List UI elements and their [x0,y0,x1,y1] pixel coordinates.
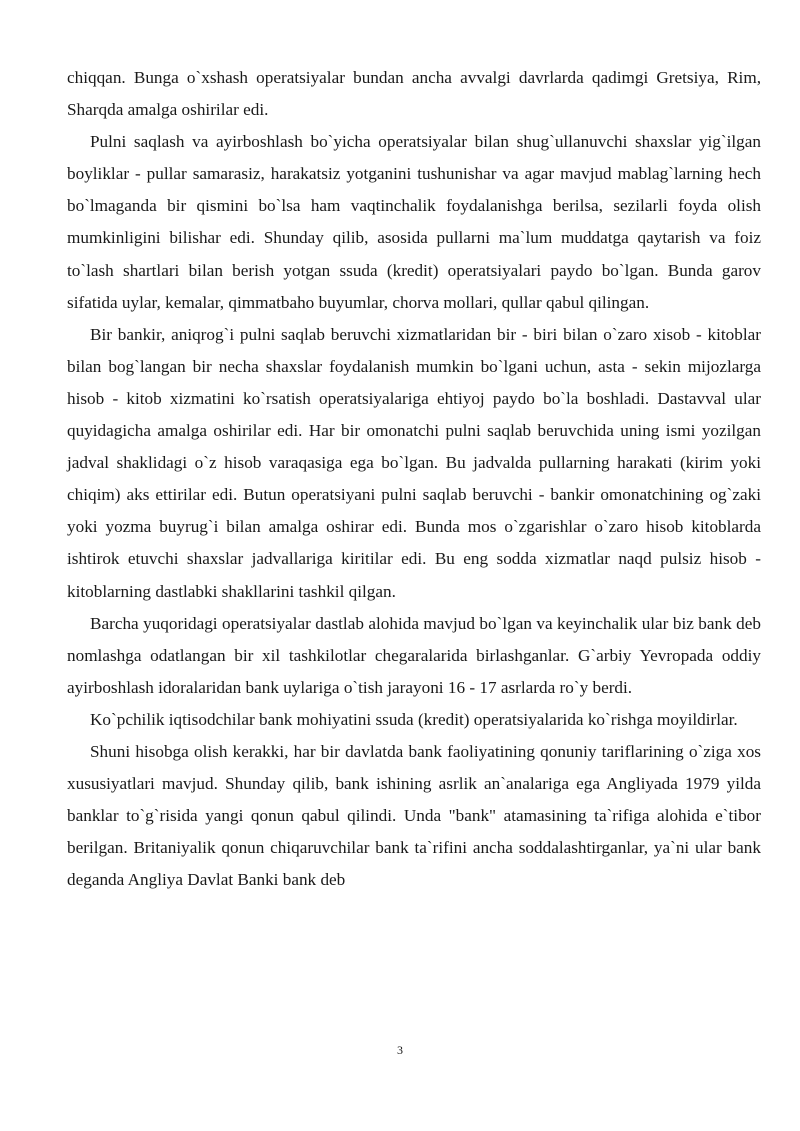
paragraph-economists: Ko`pchilik iqtisodchilar bank mohiyatini ssuda (kredit) operatsiyalarida ko`rishga moyildirlar. [90,709,738,729]
paragraph-banker-services: Bir bankir, aniqrog`i pulni saqlab beruvchi xizmatlaridan bir - biri bilan o`zaro xisob - kitoblar bilan bog`langan bir necha shaxslar foydalanish mumkin bo`lgani uchun, asta - sekin mijozlarga hisob - kitob xizmatini ko`rsatish operatsiyalariga ehtiyoj paydo bo`la boshladi. Dastavval ular quyidagicha amalga oshirilar edi. Har bir omonatchi pulni saqlab beruvchida uning ismi yozilgan jadval shaklidagi o`z hisob varaqasiga ega bo`lgan. Bu jadvalda pullarning harakati (kirim yoki chiqim) aks ettirilar edi. Butun operatsiyani pulni saqlab beruvchi - bankir omonatchining og`zaki yoki yozma buyrug`i bilan amalga oshirar edi. Bunda mos o`zgarishlar o`zaro hisob kitoblarda ishtirok etuvchi shaxslar jadvallariga kiritilar edi. Bu eng sodda xizmatlar naqd pulsiz hisob - kitoblarning dastlabki shakllarini tashkil qilgan. [67,324,761,601]
paragraph-continuation: chiqqan. Bunga o`xshash operatsiyalar bundan ancha avvalgi davrlarda qadimgi Gretsiya, Rim, Sharqda amalga oshirilar edi. [67,68,761,120]
page-number: 3 [397,1043,403,1057]
paragraph-money-saving: Pulni saqlash va ayirboshlash bo`yicha operatsiyalar bilan shug`ullanuvchi shaxslar yig`ilgan boyliklar - pullar samarasiz, harakatsiz yotganini tushunishar va agar mavjud mablag`larning hech bo`lmaganda bir qismini bo`lsa ham vaqtinchalik foydalanishga berilsa, sezilarli foyda olish mumkinligini bilishar edi. Shunday qilib, asosida pullarni ma`lum muddatga qaytarish va foiz to`lash shartlari bilan berish yotgan ssuda (kredit) operatsiyalari paydo bo`lgan. Bunda garov sifatida uylar, kemalar, qimmatbaho buyumlar, chorva mollari, qullar qabul qilingan. [67,132,761,312]
body-text [67,62,761,896]
paragraph-bank-houses: Barcha yuqoridagi operatsiyalar dastlab alohida mavjud bo`lgan va keyinchalik ular biz bank deb nomlashga odatlangan bir xil tashkilotlar chegaralarida birlashganlar. G`arbiy Yevropada oddiy ayirboshlash idoralaridan bank uylariga o`tish jarayoni 16 - 17 asrlarda ro`y berdi. [67,613,761,697]
paragraph-legal-definitions: Shuni hisobga olish kerakki, har bir davlatda bank faoliyatining qonuniy tariflarining o`ziga xos xususiyatlari mavjud. Shunday qilib, bank ishining asrlik an`analariga ega Angliyada 1979 yilda banklar to`g`risida yangi qonun qabul qilindi. Unda "bank" atamasining ta`rifiga alohida e`tibor berilgan. Britaniyalik qonun chiqaruvchilar bank ta`rifini ancha soddalashtirganlar, ya`ni ular bank deganda Angliya Davlat Banki bank deb [67,741,761,890]
